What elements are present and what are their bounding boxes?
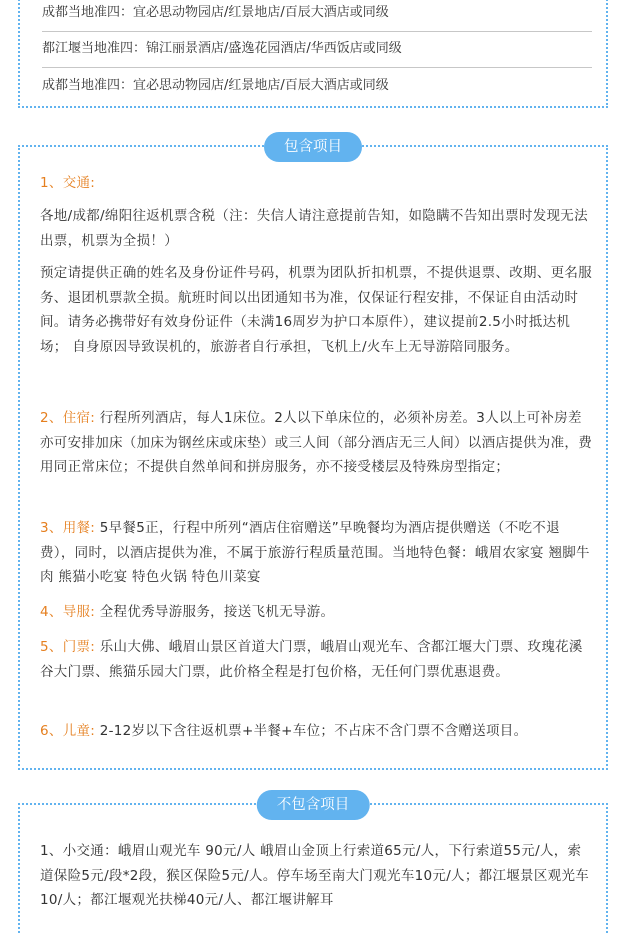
included-section-title: 包含项目 (264, 132, 362, 162)
accommodation-text: 行程所列酒店，每人1床位。2人以下单床位的，必须补房差。3人以上可补房差亦可安排加床（加床为钢丝床或床垫）或三人间（部分酒店无三人间）以酒店提供为准，费用同正常床位；不提供自然单间和拼房服务，亦不接受楼层及特殊房型指定； (40, 410, 592, 475)
hotel-note-chengdu-2: 成都当地准四：宜必思动物园店/红景地店/百辰大酒店或同级 (42, 78, 389, 93)
guide-text: 全程优秀导游服务，接送飞机无导游。 (95, 604, 335, 620)
local-transport-text: 1、小交通：峨眉山观光车 90元/人 峨眉山金顶上行索道65元/人，下行索道55元/人，索道保险5元/段*2段，猴区保险5元/人。停车场至南大门观光车10元/人；都江堰景区观光车10/人；都江堰观光扶梯40元/人、都江堰讲解耳 (40, 843, 590, 908)
transport-policy-text: 预定请提供正确的姓名及身份证件号码，机票为团队折扣机票，不提供退票、改期、更名服务、退团机票款全损。航班时间以出团通知书为准，仅保证行程安排，不保证自由活动时间。请务必携带好有效身份证件（未满16周岁为护口本原件），建议提前2.5小时抵达机场； 自身原因导致误机的，旅游者自行承担，飞机上/火车上无导游陪同服务。 (40, 265, 592, 355)
meal-text: 5早餐5正，行程中所列“酒店住宿赠送”早晚餐均为酒店提供赠送（不吃不退费），同时，以酒店提供为准，不属于旅游行程质量范围。当地特色餐：峨眉农家宴 翘脚牛肉 熊猫小吃宴 特色火锅 特色川菜宴 (40, 520, 590, 585)
meal-label: 3、用餐: (40, 520, 96, 536)
excluded-items-panel (18, 797, 608, 933)
ticket-label: 5、门票: (40, 639, 96, 655)
hotel-standard-panel (18, 0, 608, 108)
guide-label: 4、导服: (40, 604, 96, 620)
accommodation-item (40, 406, 594, 480)
included-items-panel (18, 139, 608, 770)
hotel-note-dujiangyan: 都江堰当地准四：锦江丽景酒店/盛逸花园酒店/华西饭店或同级 (42, 39, 592, 68)
ticket-text: 乐山大佛、峨眉山景区首道大门票，峨眉山观光车、含都江堰大门票、玫瑰花溪谷大门票、熊猫乐园大门票，此价格全程是打包价格，无任何门票优惠退费。 (40, 639, 583, 680)
child-label: 6、儿童: (40, 723, 96, 739)
transport-ticket-text: 各地/成都/绵阳往返机票含税（注：失信人请注意提前告知，如隐瞒不告知出票时发现无法出票，机票为全损！） (40, 208, 588, 249)
transport-heading: 1、交通: (40, 175, 96, 191)
child-text: 2-12岁以下含往返机票+半餐+车位；不占床不含门票不含赠送项目。 (95, 723, 528, 739)
excluded-section-title: 不包含项目 (257, 790, 370, 820)
guide-item (40, 600, 594, 625)
child-item (40, 719, 594, 744)
hotel-note-chengdu: 成都当地准四：宜必思动物园店/红景地店/百辰大酒店或同级 (42, 3, 592, 32)
accommodation-label: 2、住宿: (40, 410, 96, 426)
meal-item (40, 516, 594, 590)
ticket-item (40, 635, 594, 684)
